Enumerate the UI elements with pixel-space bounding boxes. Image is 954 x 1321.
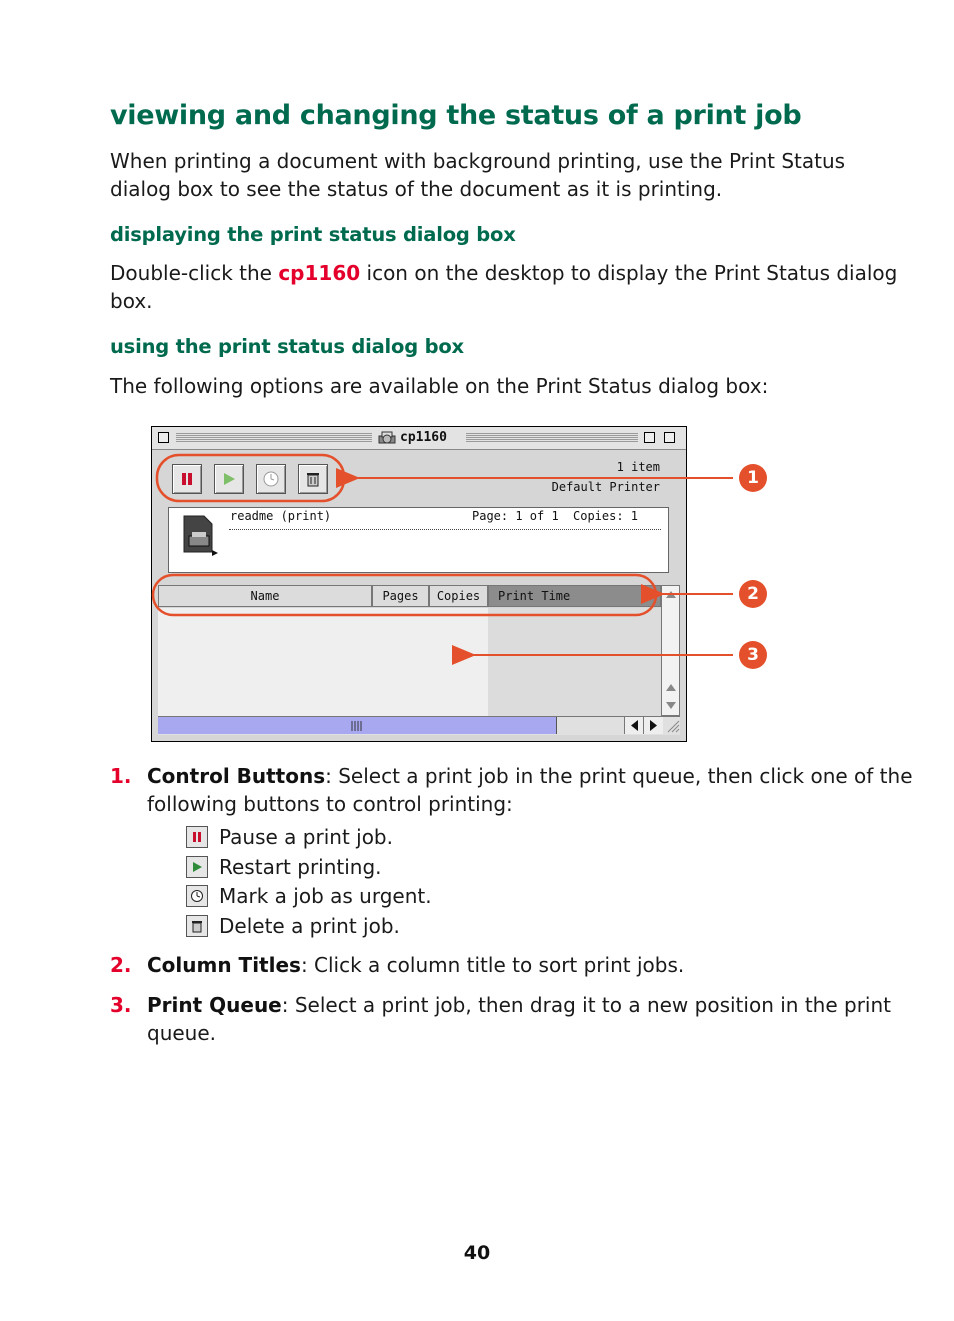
sub-pause-icon-box: [186, 826, 208, 848]
list-item-1-line2: following buttons to control printing:: [147, 792, 513, 816]
list-number-3: 3.: [110, 993, 132, 1017]
default-printer-label: Default Printer: [551, 480, 660, 494]
play-icon: [190, 860, 204, 874]
job-name: readme (print): [230, 509, 332, 523]
term-column-titles: Column Titles: [147, 953, 301, 977]
term-control-buttons: Control Buttons: [147, 764, 326, 788]
section-heading-using: using the print status dialog box: [110, 335, 464, 358]
list-item-3-desc: : Select a print job, then drag it to a new position in the print: [281, 993, 891, 1017]
control-buttons-highlight: [157, 455, 344, 501]
list-item-1-desc: : Select a print job in the print queue, then click one of the: [325, 764, 913, 788]
callout-3: 3: [739, 641, 767, 669]
text-after: icon on the desktop to display the Print Status dialog: [360, 261, 898, 285]
list-item-2-desc: : Click a column title to sort print jobs.: [300, 953, 685, 977]
sub-delete-icon-box: [186, 915, 208, 937]
dialog-title: cp1160: [400, 430, 447, 445]
section-using-text: The following options are available on the Print Status dialog box:: [110, 374, 769, 398]
column-copies[interactable]: Copies: [429, 585, 488, 607]
column-name[interactable]: Name: [158, 585, 372, 607]
callout-1: 1: [739, 464, 767, 492]
page-title: viewing and changing the status of a print job: [110, 100, 802, 131]
sub-item-pause: Pause a print job.: [219, 825, 393, 849]
sub-urgent-icon-box: [186, 885, 208, 907]
term-print-queue: Print Queue: [147, 993, 282, 1017]
page-number: 40: [463, 1242, 491, 1264]
job-page: Page: 1 of 1: [472, 509, 559, 523]
list-item-3-line2: queue.: [147, 1021, 217, 1045]
clock-icon: [190, 889, 204, 903]
callout-2: 2: [739, 580, 767, 608]
column-print-time[interactable]: Print Time: [488, 585, 661, 607]
column-titles-highlight: [153, 575, 656, 615]
list-number-1: 1.: [110, 764, 132, 788]
list-item-1-line1: [147, 762, 913, 790]
job-copies: Copies: 1: [573, 509, 639, 523]
item-count: 1 item: [616, 460, 660, 474]
text-before: Double-click the: [110, 261, 279, 285]
sub-item-delete: Delete a print job.: [219, 914, 400, 938]
printer-name-highlight: cp1160: [278, 261, 361, 285]
section-heading-displaying: displaying the print status dialog box: [110, 223, 516, 246]
sub-item-restart: Restart printing.: [219, 855, 382, 879]
list-item-3-line1: [147, 991, 891, 1019]
list-item-2: [147, 951, 684, 979]
intro-line-1: When printing a document with background printing, use the Print Status: [110, 149, 846, 173]
sub-restart-icon-box: [186, 856, 208, 878]
sub-item-urgent: Mark a job as urgent.: [219, 884, 432, 908]
column-pages[interactable]: Pages: [372, 585, 429, 607]
list-number-2: 2.: [110, 953, 132, 977]
section-displaying-text-line2: box.: [110, 289, 153, 313]
trash-icon: [190, 919, 204, 933]
pause-icon: [190, 830, 204, 844]
intro-line-2: dialog box to see the status of the document as it is printing.: [110, 177, 723, 201]
